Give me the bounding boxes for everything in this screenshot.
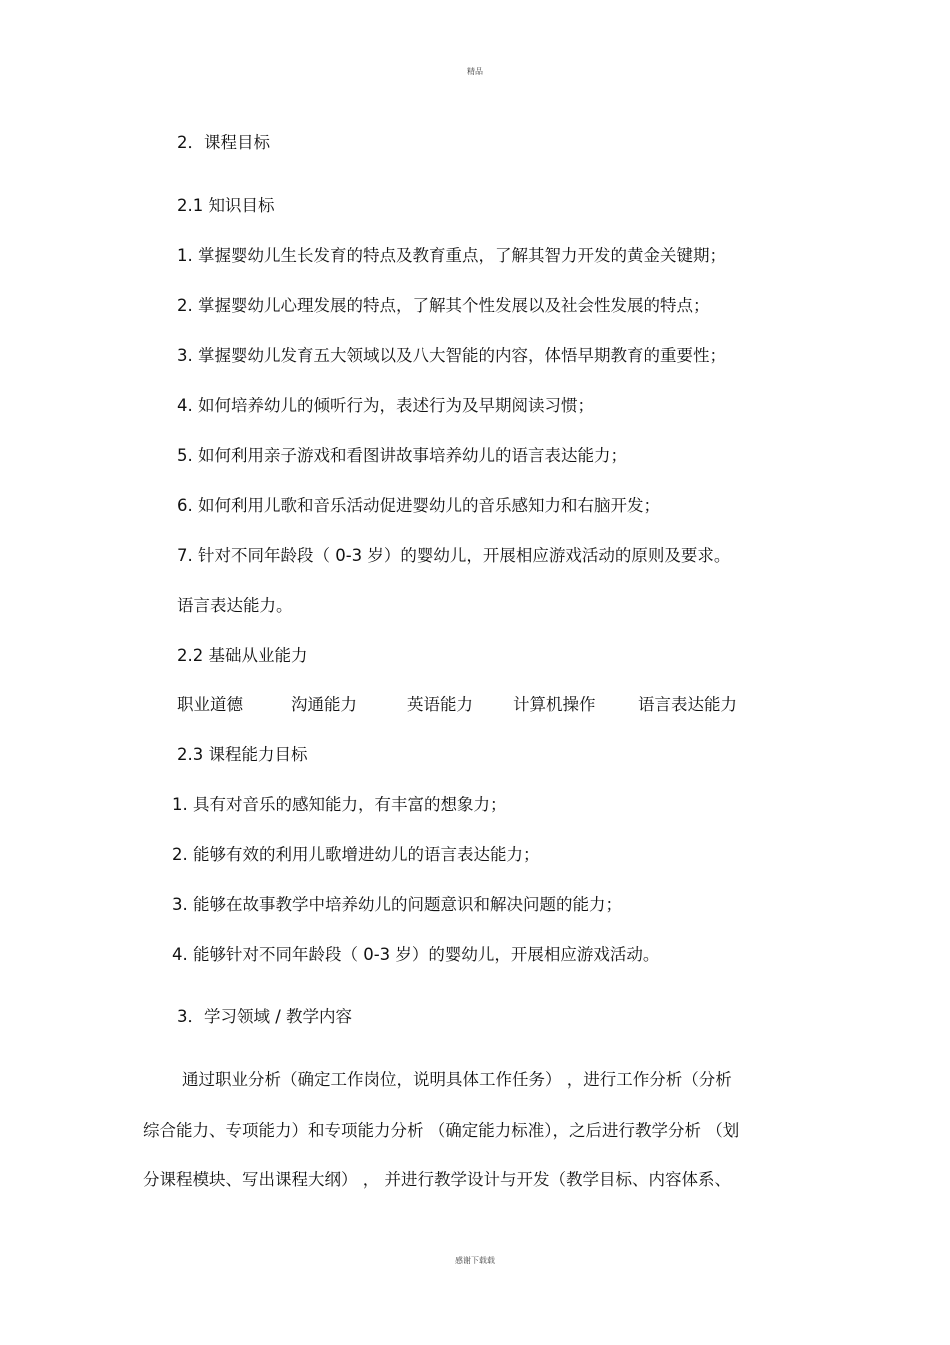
knowledge-item-continuation: 语言表达能力。 xyxy=(177,596,293,615)
section-2-title: 2．课程目标 xyxy=(177,133,270,152)
knowledge-item-2: 2. 掌握婴幼儿心理发展的特点，了解其个性发展以及社会性发展的特点； xyxy=(177,296,710,315)
section-3-title: 3．学习领域 / 教学内容 xyxy=(177,1007,353,1026)
skill-item: 职业道德 xyxy=(177,695,243,714)
paragraph-line-1: 通过职业分析（确定工作岗位，说明具体工作任务） ，进行工作分析（分析 xyxy=(182,1070,732,1089)
knowledge-item-3: 3. 掌握婴幼儿发育五大领域以及八大智能的内容，体悟早期教育的重要性； xyxy=(177,346,726,365)
skill-item: 英语能力 xyxy=(407,695,473,714)
knowledge-item-6: 6. 如何利用儿歌和音乐活动促进婴幼儿的音乐感知力和右脑开发； xyxy=(177,496,660,515)
paragraph-line-3: 分课程模块、写出课程大纲） ， 并进行教学设计与开发（教学目标、内容体系、 xyxy=(143,1170,731,1189)
ability-item-2: 2. 能够有效的利用儿歌增进幼儿的语言表达能力； xyxy=(172,845,540,864)
page-header: 精品 xyxy=(467,67,483,76)
paragraph-line-2: 综合能力、专项能力）和专项能力分析 （确定能力标准），之后进行教学分析 （划 xyxy=(143,1121,740,1140)
section-2-2-title: 2.2 基础从业能力 xyxy=(177,646,308,665)
knowledge-item-7: 7. 针对不同年龄段（ 0-3 岁）的婴幼儿，开展相应游戏活动的原则及要求。 xyxy=(177,546,731,565)
skill-item: 沟通能力 xyxy=(291,695,357,714)
skill-item: 计算机操作 xyxy=(513,695,596,714)
knowledge-item-4: 4. 如何培养幼儿的倾听行为，表述行为及早期阅读习惯； xyxy=(177,396,594,415)
section-2-1-title: 2.1 知识目标 xyxy=(177,196,275,215)
skill-item: 语言表达能力 xyxy=(638,695,737,714)
ability-item-4: 4. 能够针对不同年龄段（ 0-3 岁）的婴幼儿，开展相应游戏活动。 xyxy=(172,945,660,964)
knowledge-item-1: 1. 掌握婴幼儿生长发育的特点及教育重点，了解其智力开发的黄金关键期； xyxy=(177,246,726,265)
knowledge-item-5: 5. 如何利用亲子游戏和看图讲故事培养幼儿的语言表达能力； xyxy=(177,446,627,465)
ability-item-3: 3. 能够在故事教学中培养幼儿的问题意识和解决问题的能力； xyxy=(172,895,622,914)
section-2-3-title: 2.3 课程能力目标 xyxy=(177,745,308,764)
ability-item-1: 1. 具有对音乐的感知能力，有丰富的想象力； xyxy=(172,795,507,814)
page-footer: 感谢下载载 xyxy=(455,1256,495,1265)
